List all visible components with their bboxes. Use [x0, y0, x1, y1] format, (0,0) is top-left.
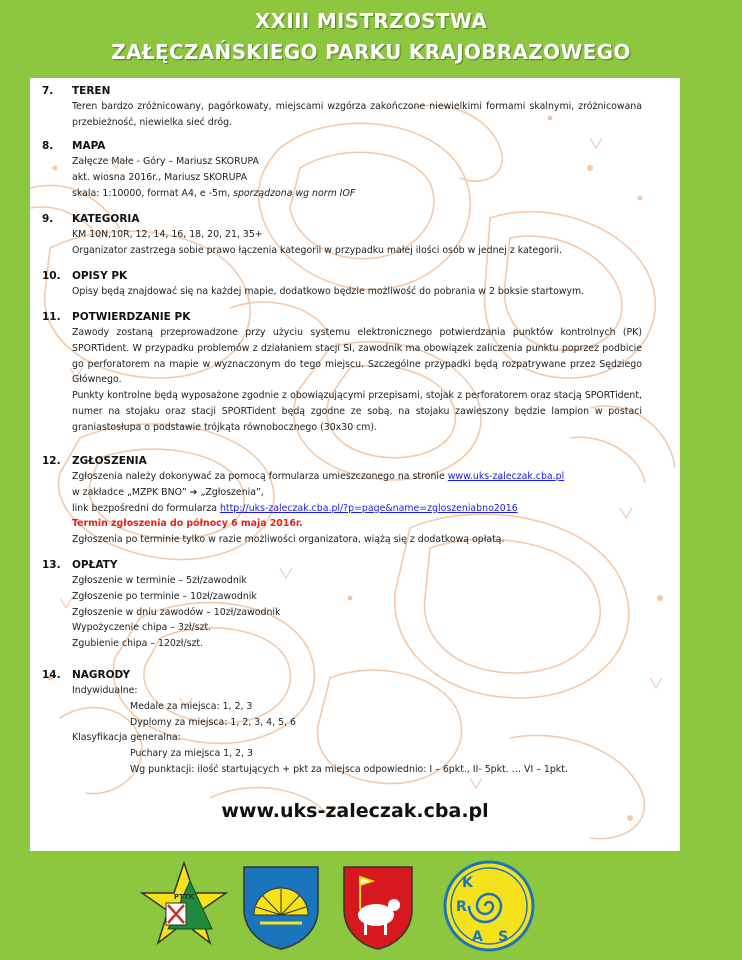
- categories-note: Organizator zastrzega sobie prawo łączenia kategorii w przypadku małej ilości osób w jednej z kategorii.: [72, 244, 562, 256]
- left-border: [0, 78, 30, 851]
- fee-item: Zgłoszenie w dniu zawodów – 10zł/zawodnik: [72, 606, 281, 618]
- tab-reference: w zakładce „MZPK BNO”: [72, 486, 190, 498]
- document-body: [30, 78, 680, 851]
- coat-of-arms-lamb-logo: [340, 859, 416, 951]
- section-number: 10.: [42, 270, 61, 282]
- map-authors: Załęcze Małe - Góry – Mariusz SKORUPA: [72, 156, 259, 167]
- kras-letter: A: [472, 929, 483, 945]
- section-heading: [42, 454, 642, 469]
- potwierdzanie-paragraph-1: Zawody zostaną przeprowadzone przy użyciu systemu elektronicznego potwierdzania punktów kontrolnych (PK) SPORTident. W przypadku problemów z działaniem stacji SI, zawodnik ma obowiązek zaliczenia punktu poprzez podbicie go perforatorem na mapie w wyznaczonym do tego miejscu. Szczególne przypadki będą rozpatrywane przez Sędziego Głównego.: [72, 327, 642, 386]
- section-heading: [42, 84, 642, 99]
- categories-list: KM 10N,10R, 12, 14, 16, 18, 20, 21, 35+: [72, 229, 263, 240]
- section-heading: [42, 558, 642, 573]
- section-title: KATEGORIA: [72, 213, 140, 225]
- section-number: 12.: [42, 455, 61, 467]
- potwierdzanie-paragraph-2: Punkty kontrolne będą wyposażone zgodnie z obowiązującymi przepisami, stojak z perforatorem oraz stacją SPORTident, numer na stojaku oraz stacji SPORTident będą zgodne ze sobą, na stojaku zawieszony będzie lampion w postaci graniastosłupa o podstawie trójkąta równobocznego (30x30 cm).: [72, 390, 642, 433]
- fee-item: Zgłoszenie w terminie – 5zł/zawodnik: [72, 575, 247, 586]
- registration-deadline: Termin zgłoszenia do północy 6 maja 2016r.: [72, 518, 303, 530]
- zgloszenia-line-1: [72, 469, 642, 485]
- pttk-logo-text: PTTK: [173, 893, 195, 901]
- arrow-right-icon: ➔: [189, 486, 198, 498]
- section-potwierdzanie: [42, 310, 642, 436]
- map-scale-text: skala: 1:10000, format A4, e -5m,: [72, 187, 234, 199]
- section-title: MAPA: [72, 140, 106, 152]
- section-title: ZGŁOSZENIA: [72, 455, 147, 467]
- section-heading: [42, 269, 642, 284]
- section-title: POTWIERDZANIE PK: [72, 311, 191, 323]
- section-title: TEREN: [72, 85, 111, 97]
- section-kategoria: [42, 212, 642, 259]
- website-footer-link[interactable]: www.uks-zaleczak.cba.pl: [221, 800, 489, 822]
- section-teren: [42, 84, 642, 131]
- map-update: akt. wiosna 2016r., Mariusz SKORUPA: [72, 171, 247, 183]
- section-mapa: [42, 139, 642, 201]
- section-heading: [42, 310, 642, 325]
- title-line-1: XXIII MISTRZOSTWA: [254, 9, 488, 33]
- section-nagrody: [42, 668, 642, 778]
- map-scale: [72, 186, 642, 202]
- fee-item: Zgłoszenie po terminie – 10zł/zawodnik: [72, 590, 257, 602]
- section-title: OPŁATY: [72, 559, 118, 571]
- late-registration-note: Zgłoszenia po terminie tylko w razie możliwości organizatora, wiążą się z dodatkową opłatą.: [72, 534, 505, 546]
- zgloszenia-intro: Zgłoszenia należy dokonywać za pomocą formularza umieszczonego na stronie: [72, 471, 448, 482]
- kras-logo: [442, 859, 536, 953]
- section-number: 14.: [42, 669, 61, 681]
- section-number: 8.: [42, 140, 54, 152]
- teren-text: Teren bardzo zróżnicowany, pagórkowaty, miejscami wzgórza zakończone niewielkimi formami skalnymi, zróżnicowana przebieżność, niewielka sieć dróg.: [72, 101, 642, 128]
- website-link[interactable]: www.uks-zaleczak.cba.pl: [447, 471, 565, 482]
- zgloszenia-line-2: [72, 485, 642, 501]
- pttk-logo: [138, 859, 230, 951]
- form-link-intro: link bezpośredni do formularza: [72, 502, 220, 514]
- tab-reference-target: „Zgłoszenia”,: [197, 486, 264, 498]
- fee-item: Zgubienie chipa – 120zł/szt.: [72, 638, 204, 650]
- kras-letter: R: [456, 899, 467, 915]
- section-heading: [42, 212, 642, 227]
- kras-letter: K: [462, 875, 473, 891]
- coat-of-arms-sun-logo: [240, 859, 322, 951]
- footer-logos: [0, 851, 742, 960]
- section-oplaty: [42, 558, 642, 652]
- individual-label: Indywidualne:: [72, 685, 138, 696]
- fee-item: Wypożyczenie chipa – 3zł/szt.: [72, 622, 212, 634]
- section-opisy-pk: [42, 269, 642, 300]
- diplomas-item: Dyplomy za miejsca: 1, 2, 3, 4, 5, 6: [130, 716, 296, 728]
- section-number: 11.: [42, 311, 61, 323]
- form-link[interactable]: http://uks-zaleczak.cba.pl/?p=page&name=zgloszeniabno2016: [219, 502, 518, 514]
- opisy-text: Opisy będą znajdować się na każdej mapie, dodatkowo będzie możliwość do pobrania w 2 boksie startowym.: [72, 286, 585, 297]
- section-heading: [42, 139, 642, 154]
- page-title: [0, 0, 742, 68]
- section-number: 7.: [42, 85, 54, 97]
- section-title: NAGRODY: [72, 669, 131, 681]
- section-title: OPISY PK: [72, 270, 128, 282]
- zgloszenia-line-3: [72, 501, 642, 517]
- title-line-2: ZAŁĘCZAŃSKIEGO PARKU KRAJOBRAZOWEGO: [111, 40, 631, 64]
- right-border: [680, 78, 742, 851]
- kras-letter: S: [498, 929, 509, 945]
- section-number: 13.: [42, 559, 61, 571]
- section-zgloszenia: [42, 454, 642, 548]
- medals-item: Medale za miejsca: 1, 2, 3: [130, 700, 253, 712]
- scoring-item: Wg punktacji: ilość startujących + pkt za miejsca odpowiednio: I – 6pkt., II- 5pkt. … VI – 1pkt.: [130, 763, 568, 775]
- header-banner: [0, 0, 742, 78]
- section-heading: [42, 668, 642, 683]
- section-number: 9.: [42, 213, 54, 225]
- general-classification-label: Klasyfikacja generalna:: [72, 732, 181, 744]
- cups-item: Puchary za miejsca 1, 2, 3: [130, 748, 253, 760]
- map-norm: sporządzona wg norm IOF: [233, 187, 356, 199]
